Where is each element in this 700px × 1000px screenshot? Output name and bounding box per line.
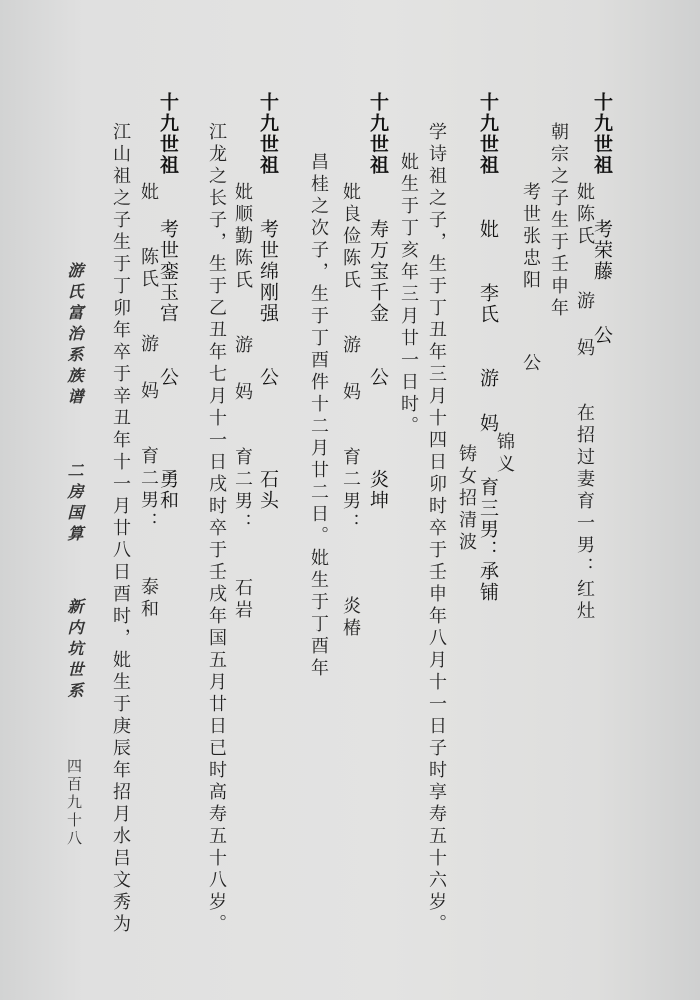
son-text: 铸女招清波 — [456, 444, 477, 554]
children-note: 育二男： — [232, 447, 253, 535]
son-text: 炎坤 — [367, 469, 389, 511]
ancestor-title: 十九世祖 — [477, 92, 499, 176]
surname-char: 游 — [138, 334, 159, 356]
children-note: 育二男： — [340, 447, 361, 535]
son-text: 石岩 — [232, 578, 253, 622]
son-text: 泰和 — [138, 577, 159, 621]
children-note: 在招过妻育一男：红灶 — [574, 403, 595, 623]
spouse-line-3 — [340, 182, 360, 640]
ancestor-name: 考世绵刚强 — [257, 219, 279, 324]
honorific: 公 — [157, 367, 179, 388]
life-text: 江山祖之子生于丁卯年卒于辛丑年十一月廿八日酉时，妣生于庚辰年招月水吕文秀为 — [110, 122, 131, 936]
spouse-name: 妣良俭陈氏 — [340, 182, 361, 292]
life-text: 江龙之长子，生于乙丑年七月十一日戌时卒于壬戌年国五月廿日已时高寿五十八岁。 — [206, 122, 227, 936]
honorific: 公 — [257, 367, 279, 388]
branch-text: 二房国算 — [65, 462, 84, 546]
life-text: 学诗祖之子，生于丁丑年三月十四日卯时卒于壬申年八月十一日子时享寿五十六岁。 — [426, 122, 447, 936]
lineage-text: 新内坑世系 — [65, 598, 84, 703]
son-name-2 — [456, 444, 476, 554]
son-text: 炎椿 — [340, 596, 361, 640]
spouse-prefix: 妣 — [138, 182, 159, 204]
ancestor-name: 考荣藤 — [591, 219, 613, 282]
spouse-line-4 — [232, 182, 252, 622]
spouse-birth-text: 妣生于丁亥年三月廿一日时。 — [398, 152, 419, 438]
book-title-text: 游氏富治系族谱 — [65, 262, 84, 409]
spouse-name: 陈氏 — [138, 247, 159, 291]
birth-text: 朝宗之子生于壬申年 — [548, 122, 569, 320]
page-number — [64, 758, 84, 848]
branch-name — [64, 462, 84, 546]
generation-heading-4 — [258, 92, 278, 511]
title-char: 妈 — [340, 382, 361, 404]
spouse-line-5 — [138, 182, 158, 621]
ancestor-name: 考世銮玉宫 — [157, 219, 179, 324]
surname-char: 游 — [477, 368, 499, 389]
title-char: 妈 — [138, 381, 159, 403]
life-record-5 — [110, 122, 130, 936]
surname-char: 游 — [574, 291, 595, 313]
generation-heading-1 — [592, 92, 612, 346]
honorific: 公 — [367, 367, 389, 388]
son-text: 石头 — [257, 469, 279, 511]
life-record-2 — [426, 122, 446, 936]
son-text: 勇和 — [157, 469, 179, 511]
ancestor-title: 十九世祖 — [257, 92, 279, 176]
ancestor-title: 十九世祖 — [591, 92, 613, 176]
surname-char: 游 — [340, 335, 361, 357]
ancestor-title: 十九世祖 — [367, 92, 389, 176]
life-record-4 — [206, 122, 226, 936]
father-line-2 — [520, 182, 540, 375]
spouse-birth-2 — [398, 152, 418, 438]
ancestor-name: 寿万宝千金 — [367, 219, 389, 324]
title-char: 妈 — [574, 338, 595, 360]
ancestor-title: 十九世祖 — [157, 92, 179, 176]
birth-note-1 — [548, 122, 568, 320]
life-text: 昌桂之次子，生于丁酉件十二月廿二日。妣生于丁酉年 — [308, 152, 329, 680]
generation-heading-2 — [478, 92, 498, 603]
surname-char: 游 — [232, 335, 253, 357]
lineage-name — [64, 598, 84, 703]
son-text: 锦义 — [494, 432, 515, 476]
spouse-name: 妣陈氏 — [574, 182, 595, 248]
page-number-text: 四百九十八 — [65, 758, 83, 848]
children-note: 育二男： — [138, 446, 159, 534]
children-note: 育三男：承铺 — [477, 477, 499, 603]
father-name: 考世张忠阳 — [520, 182, 541, 292]
honorific: 公 — [520, 353, 541, 375]
life-record-3 — [308, 152, 328, 680]
title-char: 妈 — [477, 413, 499, 434]
title-char: 妈 — [232, 382, 253, 404]
spouse-prefix: 妣 — [477, 219, 499, 240]
spouse-line-1 — [574, 182, 594, 623]
spouse-name: 妣顺勤陈氏 — [232, 182, 253, 292]
generation-heading-5 — [158, 92, 178, 511]
honorific: 公 — [591, 325, 613, 346]
book-title — [64, 262, 84, 409]
generation-heading-3 — [368, 92, 388, 511]
spouse-name: 李氏 — [477, 283, 499, 325]
